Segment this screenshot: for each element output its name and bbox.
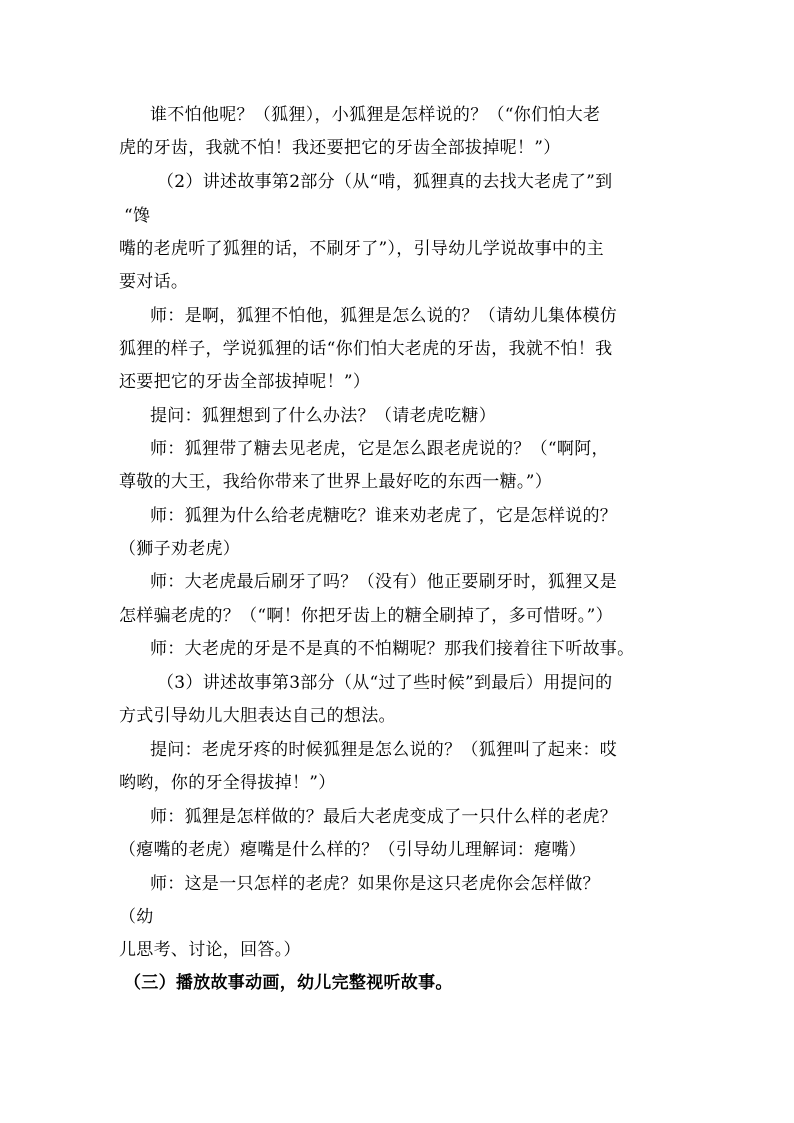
- text-line: 虎的牙齿，我就不怕！我还要把它的牙齿全部拔掉呢！”）: [119, 138, 561, 158]
- text-line: 怎样骗老虎的？（“啊！你把牙齿上的糖全刷掉了，多可惜呀。”）: [119, 606, 613, 626]
- text-line: 师：这是一只怎样的老虎？如果你是这只老虎你会怎样做？: [150, 874, 600, 894]
- text-line: 狐狸的样子，学说狐狸的话“你们怕大老虎的牙齿，我就不怕！我: [119, 339, 613, 359]
- text-line: （狮子劝老虎）: [119, 539, 241, 559]
- text-line: 嘴的老虎听了狐狸的话，不刷牙了”），引导幼儿学说故事中的主: [119, 239, 604, 259]
- text-line: 谁不怕他呢？（狐狸），小狐狸是怎样说的？（“你们怕大老: [150, 105, 601, 125]
- text-line: 哟哟，你的牙全得拔掉！”）: [119, 773, 336, 793]
- text-line: 师：狐狸为什么给老虎糖吃？谁来劝老虎了，它是怎样说的？: [150, 506, 618, 526]
- text-line: 师：大老虎的牙是不是真的不怕糊呢？那我们接着往下听故事。: [150, 639, 635, 659]
- text-line: 提问：老虎牙疼的时候狐狸是怎么说的？（狐狸叫了起来：哎: [150, 740, 618, 760]
- text-line: 师：大老虎最后刷牙了吗？（没有）他正要刷牙时，狐狸又是: [150, 572, 618, 592]
- text-line: （瘪嘴的老虎）瘪嘴是什么样的？（引导幼儿理解词：瘪嘴）: [119, 840, 587, 860]
- text-line: 方式引导幼儿大胆表达自己的想法。: [119, 706, 396, 726]
- text-line: 要对话。: [119, 272, 189, 292]
- text-line: 师：狐狸带了糖去见老虎，它是怎么跟老虎说的？（“啊阿，: [150, 439, 609, 459]
- text-line: 师：狐狸是怎样做的？最后大老虎变成了一只什么样的老虎？: [150, 807, 618, 827]
- text-line: 尊敬的大王，我给你带来了世界上最好吃的东西一糖。”）: [119, 472, 552, 492]
- text-line: 师：是啊，狐狸不怕他，狐狸是怎么说的？（请幼儿集体模仿: [150, 306, 618, 326]
- text-line: 提问：狐狸想到了什么办法？（请老虎吃糖）: [150, 406, 496, 426]
- section-heading: （三）播放故事动画，幼儿完整视听故事。: [124, 973, 453, 993]
- text-line: 儿思考、讨论，回答。）: [119, 940, 301, 960]
- text-line: “馋: [124, 206, 151, 226]
- text-line: （2）讲述故事第2部分（从“啃，狐狸真的去找大老虎了”到: [157, 172, 613, 192]
- text-line: 还要把它的牙齿全部拔掉呢！”）: [119, 372, 371, 392]
- text-line: （3）讲述故事第3部分（从“过了些时候”到最后）用提问的: [157, 673, 613, 693]
- text-line: （幼: [119, 907, 154, 927]
